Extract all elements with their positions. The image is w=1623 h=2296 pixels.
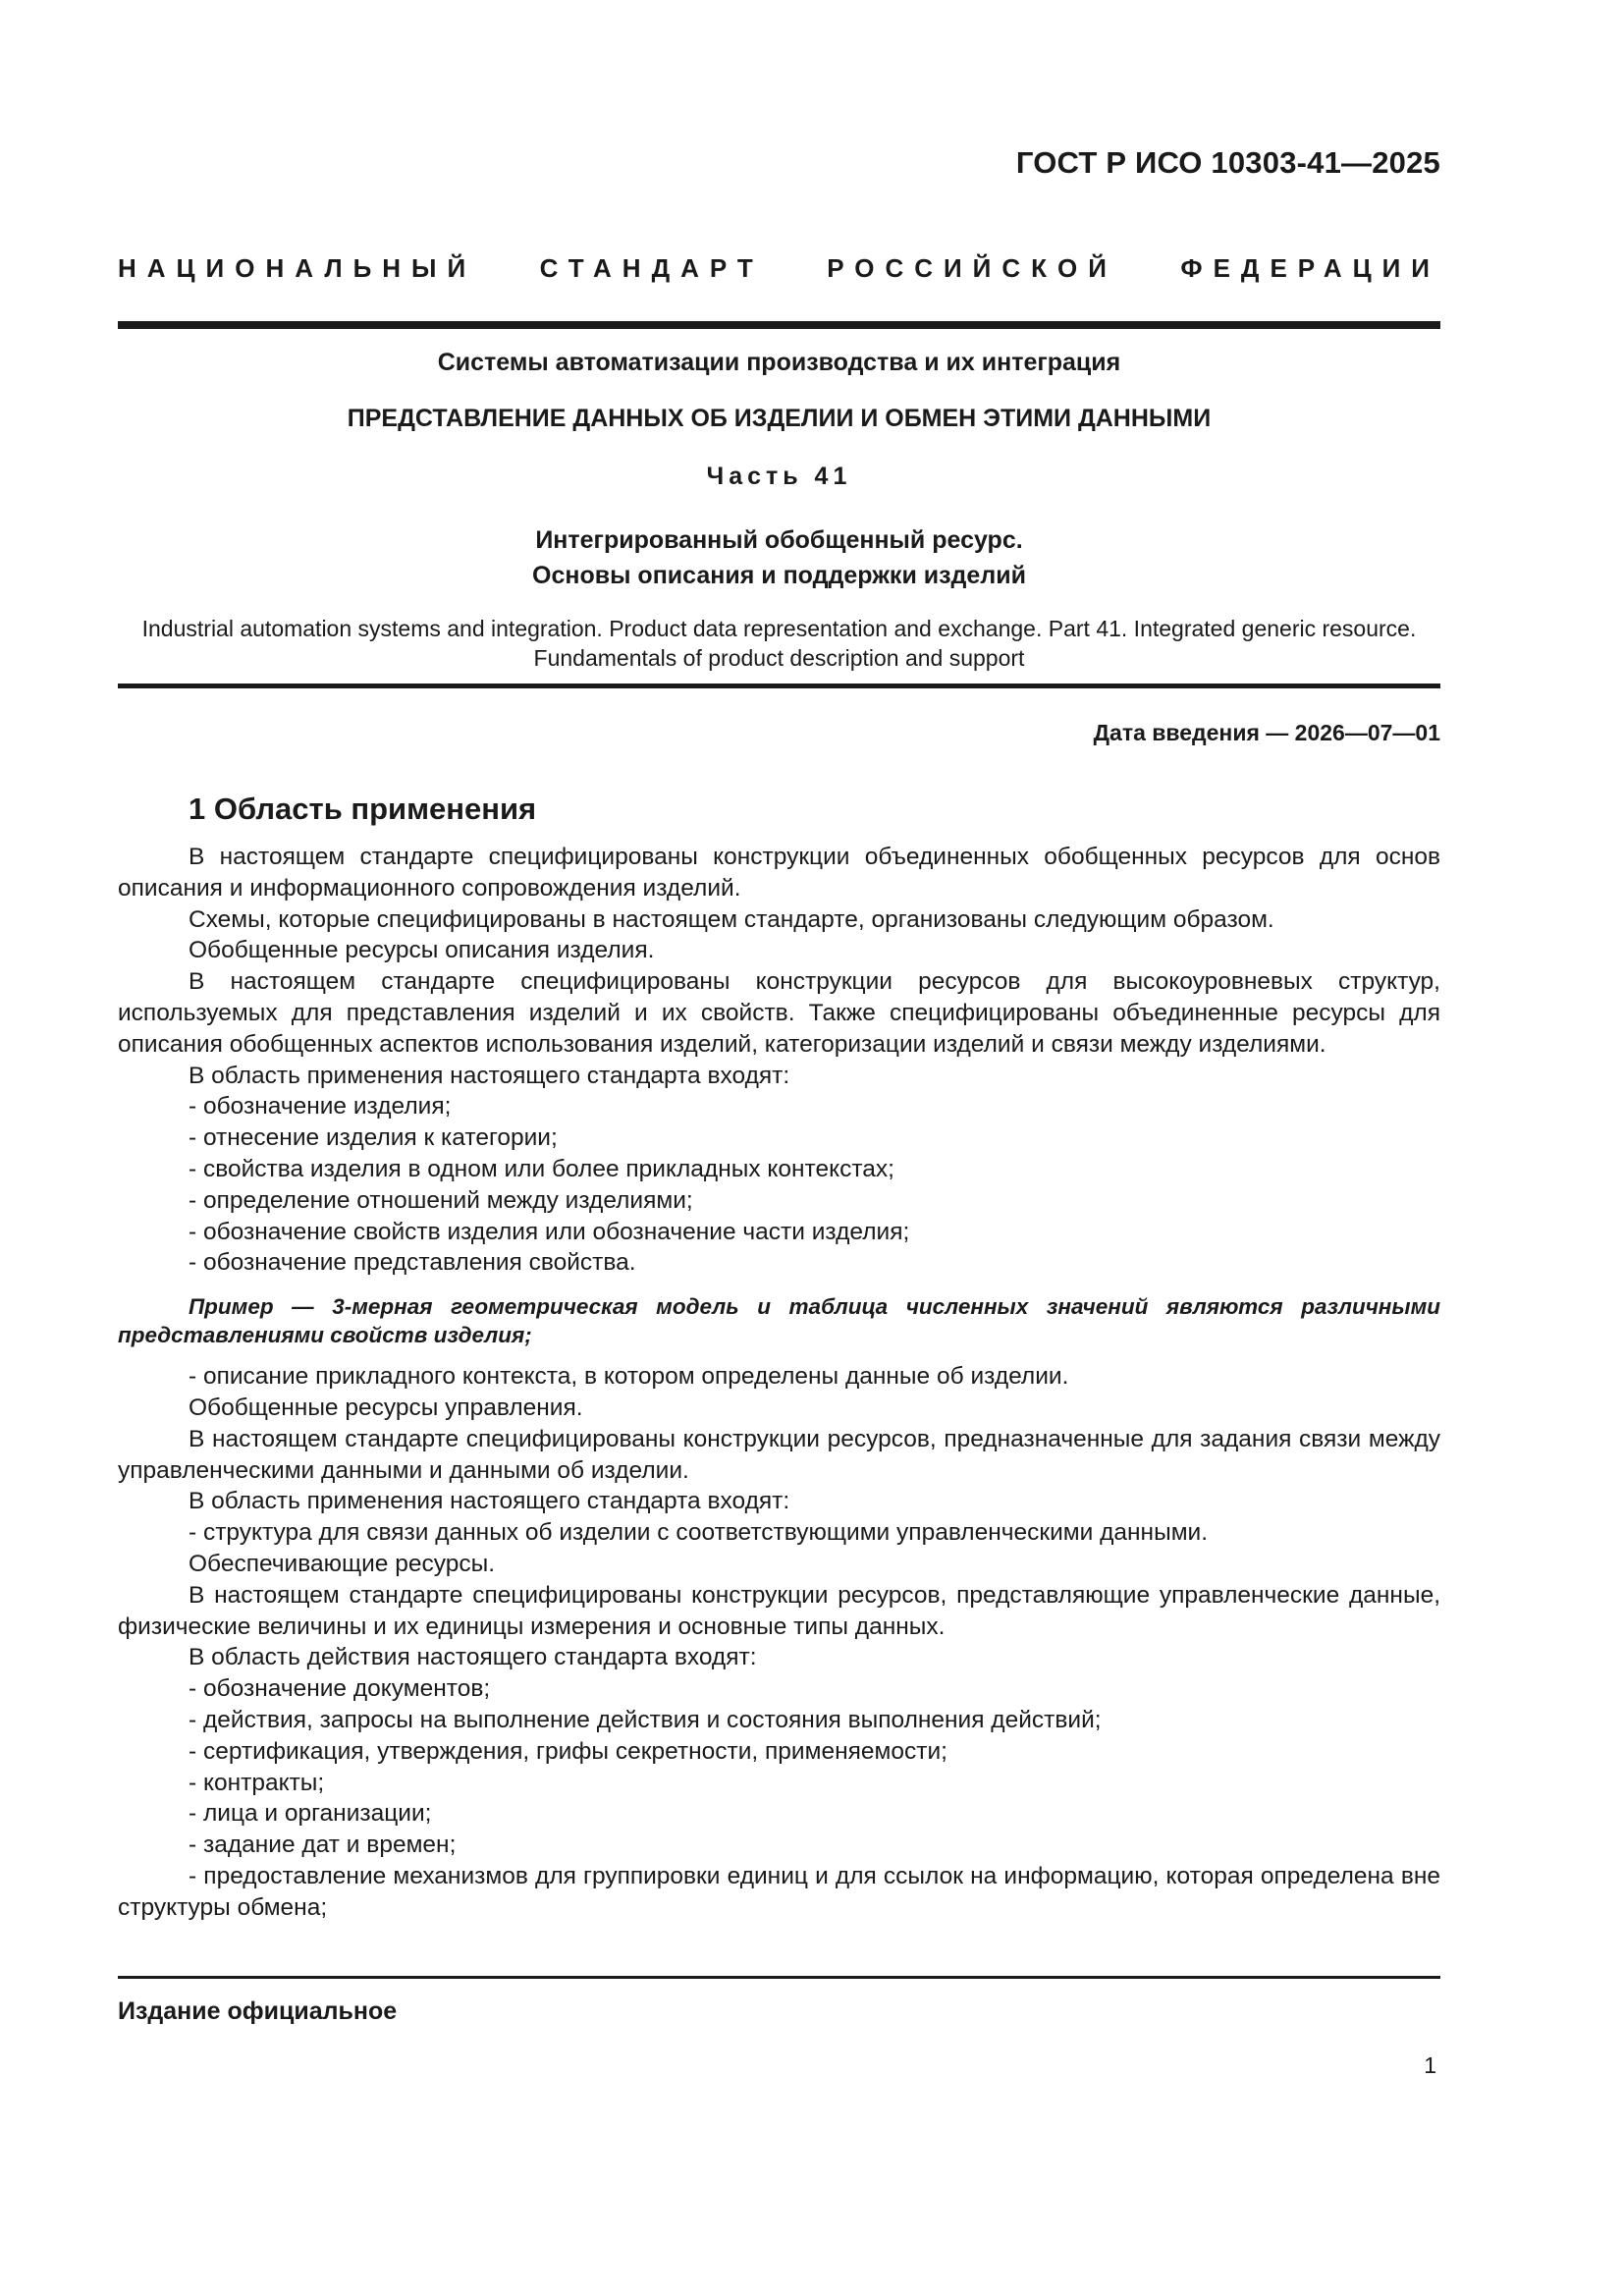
list-item: - свойства изделия в одном или более прикладных контекстах;: [189, 1155, 894, 1182]
list-item: - действия, запросы на выполнение действия и состояния выполнения действий;: [189, 1706, 1102, 1733]
paragraph: В настоящем стандарте специфицированы конструкции объединенных обобщенных ресурсов для основ описания и информационного сопровождения изделий.: [118, 844, 1440, 902]
paragraph: В область применения настоящего стандарта входят:: [189, 1488, 790, 1515]
example-note: Пример — 3-мерная геометрическая модель и таблица численных значений являются различными представлениями свойств изделия;: [118, 1294, 1440, 1348]
section-heading: 1 Область применения: [189, 792, 537, 826]
list-item: - контракты;: [189, 1769, 325, 1796]
subtitle-line-1: Интегрированный обобщенный ресурс.: [535, 526, 1023, 554]
paragraph: Обеспечивающие ресурсы.: [189, 1550, 496, 1577]
list-item: - структура для связи данных об изделии с соответствующими управленческими данными.: [189, 1519, 1209, 1547]
header-rule: [118, 321, 1440, 329]
paragraph: Схемы, которые специфицированы в настоящем стандарте, организованы следующим образом.: [189, 905, 1274, 933]
paragraph: В настоящем стандарте специфицированы конструкции ресурсов, представляющие управленческие данные, физические величины и их единицы измерения и основные типы данных.: [118, 1581, 1440, 1640]
scope-list-3: [118, 1673, 1440, 1861]
scope-list-2: [118, 1517, 1440, 1549]
list-item: - обозначение представления свойства.: [189, 1249, 636, 1277]
subtitle-line-2: Основы описания и поддержки изделий: [532, 562, 1026, 589]
english-title: Industrial automation systems and integration. Product data representation and exchange. Part 41. Integrated generic resource. Fundamentals of product description and support: [141, 616, 1417, 671]
paragraph: Обобщенные ресурсы управления.: [189, 1394, 583, 1421]
list-item: - обозначение документов;: [189, 1675, 491, 1703]
list-item: - обозначение изделия;: [189, 1093, 452, 1121]
main-title: ПРЕДСТАВЛЕНИЕ ДАННЫХ ОБ ИЗДЕЛИИ И ОБМЕН ЭТИМИ ДАННЫМИ: [347, 405, 1212, 432]
list-item: - определение отношений между изделиями;: [189, 1186, 693, 1214]
official-edition-label: Издание официальное: [118, 1997, 398, 2025]
subtitle: [118, 522, 1440, 593]
paragraph: В область действия настоящего стандарта входят:: [189, 1644, 757, 1671]
scope-list-1: [118, 1091, 1440, 1279]
list-item: - обозначение свойств изделия или обозначение части изделия;: [189, 1218, 910, 1245]
footer-rule: [118, 1976, 1440, 1979]
paragraph: Обобщенные ресурсы описания изделия.: [189, 937, 655, 964]
series-title: Системы автоматизации производства и их интеграция: [437, 349, 1121, 376]
paragraph: В настоящем стандарте специфицированы конструкции ресурсов для высокоуровневых структур, используемых для представления изделий и их свойств. Также специфицированы объединенные ресурсы для описания обобщенных аспектов использования изделий, категоризации изделий и связи между изделиями.: [118, 968, 1440, 1058]
page-number: 1: [1424, 2052, 1436, 2078]
scope-list-1-cont: [118, 1361, 1440, 1393]
part-label: Часть 41: [706, 463, 852, 490]
list-item: - отнесение изделия к категории;: [189, 1124, 558, 1152]
introduction-date: Дата введения — 2026—07—01: [1093, 720, 1440, 745]
paragraph: В настоящем стандарте специфицированы конструкции ресурсов, предназначенные для задания связи между управленческими данными и данными об изделии.: [118, 1425, 1440, 1484]
paragraph: В область применения настоящего стандарта входят:: [189, 1062, 790, 1089]
list-item: - сертификация, утверждения, грифы секретности, применяемости;: [189, 1737, 947, 1765]
national-standard-heading: НАЦИОНАЛЬНЫЙ СТАНДАРТ РОССИЙСКОЙ ФЕДЕРАЦИИ: [118, 253, 1440, 283]
title-bottom-rule: [118, 683, 1440, 688]
list-item-last: - предоставление механизмов для группировки единиц и для ссылок на информацию, которая определена вне структуры обмена;: [118, 1862, 1440, 1921]
list-item: - задание дат и времен;: [189, 1831, 457, 1859]
list-item: - описание прикладного контекста, в котором определены данные об изделии.: [189, 1363, 1069, 1391]
list-item: - лица и организации;: [189, 1800, 432, 1828]
section-body: [118, 842, 1440, 1924]
standard-number: ГОСТ Р ИСО 10303-41—2025: [1015, 145, 1440, 180]
